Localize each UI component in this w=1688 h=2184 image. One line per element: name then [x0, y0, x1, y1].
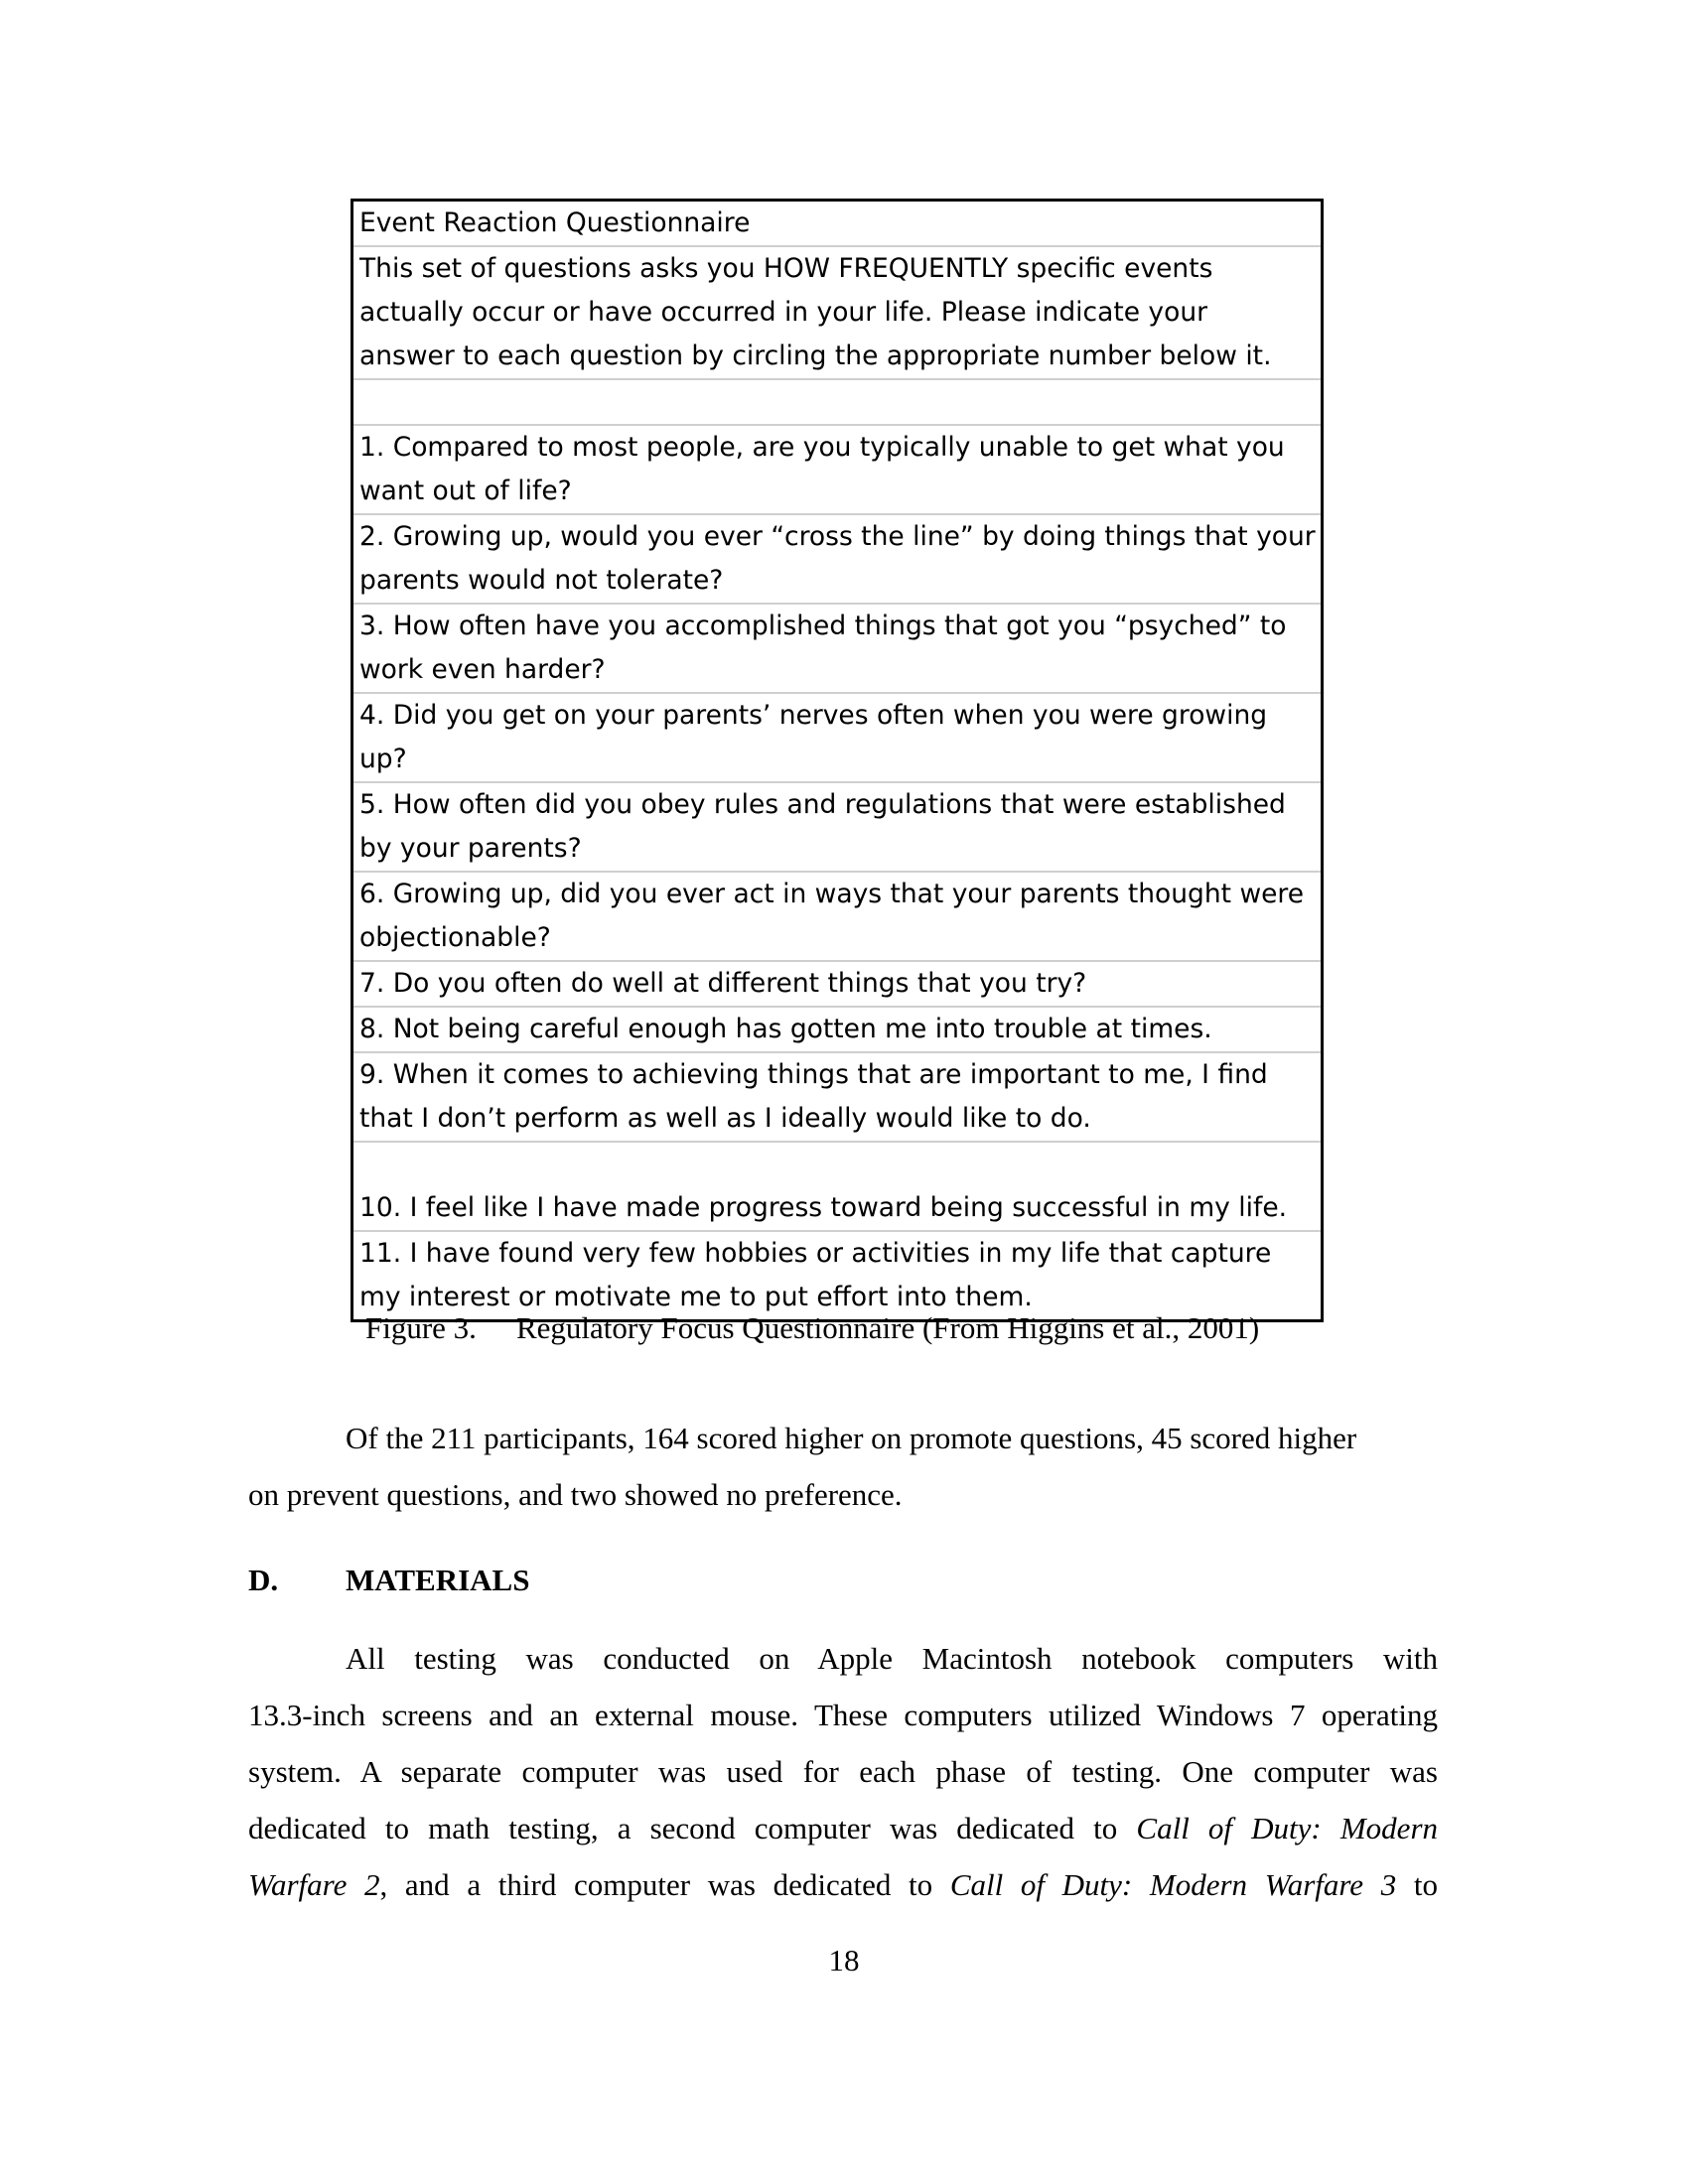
- question-item-8: [353, 1008, 1321, 1053]
- question-item-2: [353, 515, 1321, 605]
- question-line: parents would not tolerate?: [359, 565, 724, 596]
- instructions-line: actually occur or have occurred in your life. Please indicate your: [359, 297, 1208, 328]
- question-item-1: [353, 426, 1321, 515]
- paragraph-materials: [248, 1630, 1438, 1913]
- questionnaire-figure: [351, 199, 1324, 1322]
- question-line: my interest or motivate me to put effort into them.: [359, 1282, 1033, 1312]
- question-item-10: [353, 1143, 1321, 1232]
- question-line: want out of life?: [359, 476, 572, 506]
- question-line: 1. Compared to most people, are you typically unable to get what you: [359, 432, 1285, 463]
- question-line: 10. I feel like I have made progress toward being successful in my life.: [359, 1192, 1288, 1223]
- question-item-9: [353, 1053, 1321, 1143]
- text-run: to: [1413, 1867, 1439, 1902]
- question-item-3: [353, 605, 1321, 694]
- question-item-7: [353, 962, 1321, 1008]
- page-number: 18: [828, 1943, 860, 1978]
- paragraph-line: Of the 211 participants, 164 scored higher on promote questions, 45 scored higher: [346, 1421, 1357, 1455]
- paragraph-participants: [248, 1410, 1438, 1523]
- section-title: MATERIALS: [346, 1563, 530, 1597]
- question-line: work even harder?: [359, 654, 606, 685]
- paragraph-line: [248, 1856, 1438, 1913]
- question-item-5: [353, 783, 1321, 873]
- question-item-6: [353, 873, 1321, 962]
- game-title: Call of Duty: Modern: [1136, 1811, 1439, 1845]
- question-line: up?: [359, 744, 407, 774]
- text-run: , and a third computer was dedicated to: [379, 1867, 933, 1902]
- question-line: 9. When it comes to achieving things that are important to me, I find: [359, 1059, 1268, 1090]
- question-line: 11. I have found very few hobbies or activities in my life that capture: [359, 1238, 1272, 1269]
- section-letter: D.: [248, 1563, 279, 1597]
- question-line: 3. How often have you accomplished things that got you “psyched” to: [359, 611, 1287, 641]
- question-line: 2. Growing up, would you ever “cross the line” by doing things that your: [359, 521, 1316, 552]
- figure-caption-text: Regulatory Focus Questionnaire (From Higgins et al., 2001): [516, 1310, 1260, 1345]
- instructions-line: This set of questions asks you HOW FREQUENTLY specific events: [359, 253, 1213, 284]
- question-item-4: [353, 694, 1321, 783]
- instructions-line: answer to each question by circling the appropriate number below it.: [359, 341, 1272, 371]
- text-run: dedicated to math testing, a second computer was dedicated to: [248, 1811, 1118, 1845]
- question-item-11: [353, 1232, 1321, 1319]
- questionnaire-instructions: [353, 247, 1321, 380]
- paragraph-line: on prevent questions, and two showed no preference.: [248, 1477, 903, 1512]
- paragraph-line: 13.3-inch screens and an external mouse. These computers utilized Windows 7 operating: [248, 1698, 1438, 1732]
- question-line: 4. Did you get on your parents’ nerves often when you were growing: [359, 700, 1268, 731]
- paragraph-line: [248, 1800, 1438, 1856]
- question-line: 6. Growing up, did you ever act in ways that your parents thought were: [359, 879, 1305, 909]
- question-line: by your parents?: [359, 833, 582, 864]
- question-line: that I don’t perform as well as I ideally would like to do.: [359, 1103, 1091, 1134]
- figure-number: Figure 3.: [365, 1310, 477, 1345]
- game-title: Warfare 2: [248, 1867, 380, 1902]
- figure-caption: [365, 1308, 1358, 1348]
- paragraph-line: All testing was conducted on Apple Macintosh notebook computers with: [346, 1641, 1438, 1676]
- question-line: 7. Do you often do well at different things that you try?: [359, 968, 1087, 999]
- question-line: objectionable?: [359, 922, 551, 953]
- question-line: 5. How often did you obey rules and regulations that were established: [359, 789, 1286, 820]
- questionnaire-title: [353, 202, 1321, 247]
- blank-row: [353, 380, 1321, 426]
- paragraph-line: system. A separate computer was used for each phase of testing. One computer was: [248, 1754, 1438, 1789]
- game-title: Call of Duty: Modern Warfare 3: [949, 1867, 1397, 1902]
- questionnaire-title-text: Event Reaction Questionnaire: [359, 207, 751, 238]
- question-line: 8. Not being careful enough has gotten me into trouble at times.: [359, 1014, 1212, 1044]
- section-heading: [248, 1561, 529, 1600]
